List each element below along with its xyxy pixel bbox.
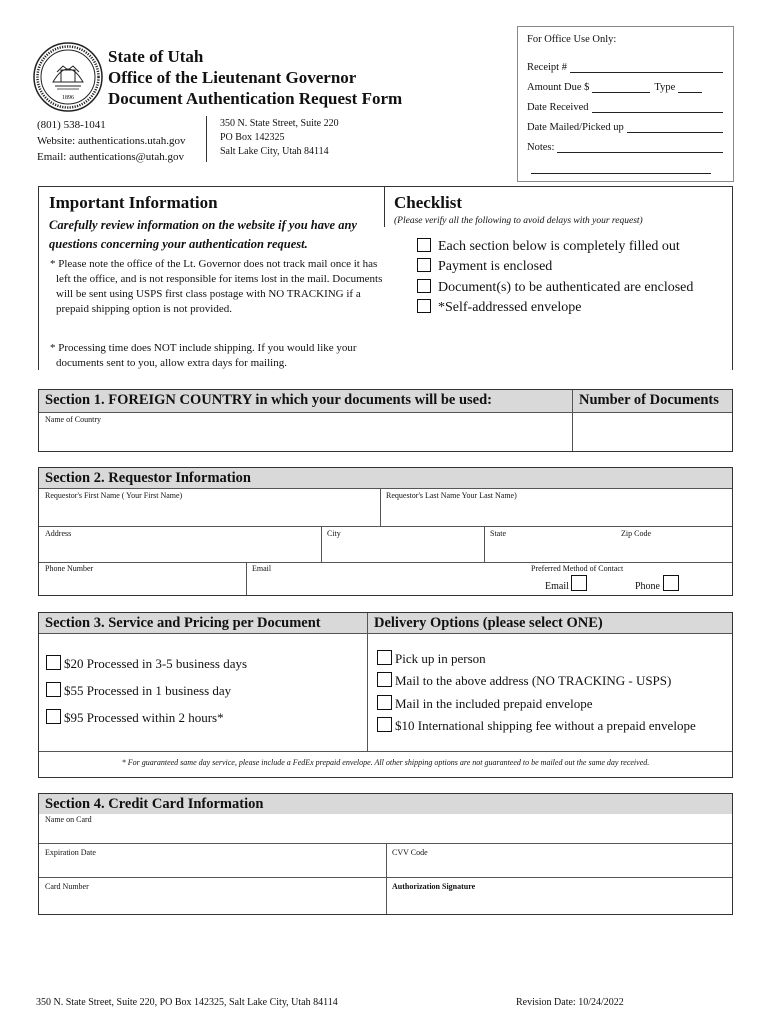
title-line-form: Document Authentication Request Form [108,89,403,108]
checklist-checkbox[interactable] [417,238,431,252]
checklist-item [417,238,680,255]
section2-title: Section 2. Requestor Information [39,468,732,488]
section1-title: Section 1. FOREIGN COUNTRY in which your documents will be used: [39,390,572,412]
delivery-option-label: Mail in the included prepaid envelope [395,696,593,711]
address-line-street: 350 N. State Street, Suite 220 [220,118,339,129]
footnote-line [39,751,732,752]
checklist-item [417,258,552,275]
first-name-label: Requestor's First Name ( Your First Name) [45,491,183,500]
important-note-tracking: * Please note the office of the Lt. Governor does not track mail once it has left the office, and is not responsible for items lost in the mail. Documents will be sent using USPS first class postage with NO TRACKING if a prepaid shipping option is not provided. [50,258,383,315]
title-line-office: Office of the Lieutenant Governor [108,68,357,87]
delivery-checkbox[interactable] [377,672,392,687]
contact-email-option [545,575,587,592]
service-option-label: $95 Processed within 2 hours* [64,710,224,725]
amount-due-label: Amount Due $ [527,82,590,93]
receipt-label: Receipt # [527,62,567,73]
title-line-state: State of Utah [108,47,204,66]
same-day-footnote: * For guaranteed same day service, please include a FedEx prepaid envelope. All other shipping options are not guaranteed to be mailed out the same day received. [121,758,650,767]
phone-number: (801) 538-1041 [37,119,106,131]
important-heading: Important Information [49,193,218,212]
email-label: Email [252,564,272,573]
amount-row [527,81,723,93]
notes-label: Notes: [527,142,555,153]
date-received-field[interactable] [592,101,723,113]
service-option-label: $55 Processed in 1 business day [64,683,232,698]
expiration-label: Expiration Date [45,848,96,857]
name-on-card-label: Name on Card [45,815,92,824]
checklist-subtitle: (Please verify all the following to avoid delays with your request) [394,216,643,226]
date-mailed-row [527,121,723,133]
address-label: Address [45,529,72,538]
delivery-option [377,672,671,689]
number-of-documents-header: Number of Documents [573,390,732,412]
seal-year: 1896 [62,95,74,101]
revision-date: Revision Date: 10/24/2022 [516,997,624,1008]
date-mailed-label: Date Mailed/Picked up [527,122,624,133]
website-link[interactable]: Website: authentications.utah.gov [37,135,186,147]
contact-email-label: Email [545,581,569,592]
important-intro: Carefully review information on the website if you have any questions concerning your authentication request. [49,218,357,251]
service-checkbox[interactable] [46,709,61,724]
phone-label: Phone Number [45,564,94,573]
cvv-input[interactable] [387,857,731,877]
last-name-label: Requestor's Last Name Your Last Name) [386,491,517,500]
checklist-item-label: Each section below is completely filled out [438,239,680,254]
office-use-box [517,26,734,182]
preferred-contact-label: Preferred Method of Contact [531,564,624,573]
form-title [108,46,402,109]
checklist-heading: Checklist [394,193,462,212]
contact-phone-option [635,575,679,592]
section3-title: Section 3. Service and Pricing per Document [39,613,367,633]
office-use-title: For Office Use Only: [527,34,617,45]
checklist-item-label: Payment is enclosed [438,259,553,274]
section4-title: Section 4. Credit Card Information [39,794,732,814]
city-input[interactable] [322,538,483,562]
checklist-item [417,279,693,296]
row-line [39,877,732,878]
info-checklist-box [38,186,733,370]
contact-phone-checkbox[interactable] [663,575,679,591]
signature-label: Authorization Signature [392,882,476,891]
service-option [46,709,224,726]
service-option [46,655,247,672]
zip-label: Zip Code [621,529,651,538]
state-input[interactable] [485,538,615,562]
checklist-checkbox[interactable] [417,299,431,313]
name-on-card-input[interactable] [39,825,731,843]
service-checkbox[interactable] [46,655,61,670]
row-line [39,562,732,563]
important-note-processing: * Processing time does NOT include shipping. If you would like your documents sent to you, allow extra days for mailing. [50,342,357,369]
section1-box [38,389,733,452]
section4-box [38,793,733,915]
country-input[interactable] [39,424,571,450]
checklist-checkbox[interactable] [417,258,431,272]
contact-email-checkbox[interactable] [571,575,587,591]
contact-divider [206,116,207,162]
notes-row [527,141,723,153]
contact-phone-label: Phone [635,581,660,592]
delivery-checkbox[interactable] [377,650,392,665]
contact-info [37,117,186,165]
delivery-option-label: $10 International shipping fee without a prepaid envelope [395,718,696,733]
mailing-address [220,117,339,159]
address-input[interactable] [39,538,320,562]
type-label: Type [654,82,676,93]
checklist-item-label: *Self-addressed envelope [438,300,582,315]
delivery-option [377,717,696,734]
notes-extra-line[interactable] [531,173,711,174]
cvv-label: CVV Code [392,848,428,857]
footer-address: 350 N. State Street, Suite 220, PO Box 142325, Salt Lake City, Utah 84114 [36,997,338,1008]
number-of-documents-input[interactable] [573,413,731,450]
checklist-item-label: Document(s) to be authenticated are enclosed [438,280,694,295]
service-option-label: $20 Processed in 3-5 business days [64,656,248,671]
card-number-input[interactable] [39,891,385,913]
service-checkbox[interactable] [46,682,61,697]
delivery-option [377,650,486,667]
section2-header-line [39,488,732,489]
receipt-row [527,61,723,73]
phone-input[interactable] [39,573,245,594]
row-line [39,526,732,527]
zip-input[interactable] [617,538,731,562]
delivery-options-title: Delivery Options (please select ONE) [368,613,732,633]
country-label: Name of Country [45,415,101,424]
delivery-option [377,695,592,712]
info-divider [384,187,385,227]
city-label: City [327,529,341,538]
email-link[interactable]: Email: authentications@utah.gov [37,151,184,163]
section3-box [38,612,733,778]
delivery-option-label: Pick up in person [395,651,486,666]
service-option [46,682,231,699]
first-name-input[interactable] [39,500,379,526]
section2-box [38,467,733,596]
receipt-field[interactable] [570,61,723,73]
amount-due-field[interactable] [592,81,650,93]
address-line-city: Salt Lake City, Utah 84114 [220,146,329,157]
checklist-checkbox[interactable] [417,279,431,293]
state-seal-icon [33,42,103,112]
date-received-label: Date Received [527,102,589,113]
date-mailed-field[interactable] [627,121,723,133]
email-input[interactable] [247,573,527,594]
signature-input[interactable] [387,891,731,913]
state-label: State [490,529,506,538]
last-name-input[interactable] [381,500,731,526]
section3-header-line [39,633,732,634]
card-number-label: Card Number [45,882,89,891]
delivery-checkbox[interactable] [377,695,392,710]
checklist-item [417,299,581,316]
address-line-pobox: PO Box 142325 [220,132,285,143]
notes-field[interactable] [557,141,723,153]
expiration-input[interactable] [39,857,385,877]
delivery-option-label: Mail to the above address (NO TRACKING - USPS) [395,673,672,688]
date-received-row [527,101,723,113]
delivery-checkbox[interactable] [377,717,392,732]
type-field[interactable] [678,81,702,93]
